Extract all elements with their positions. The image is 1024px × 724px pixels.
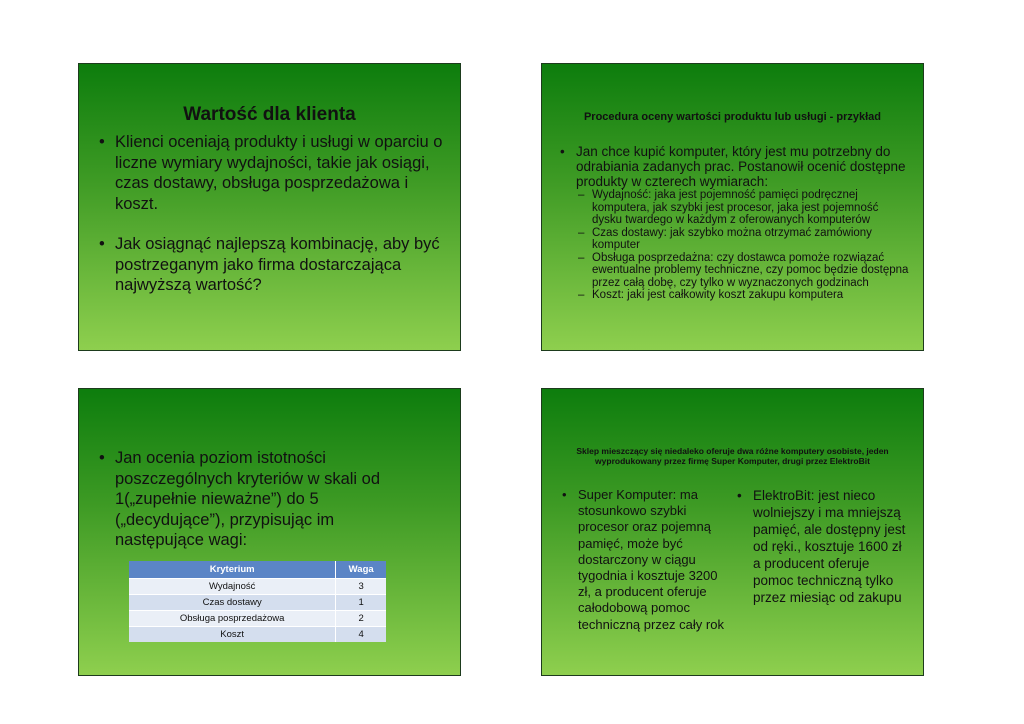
bullet-list <box>560 144 910 302</box>
table-row <box>129 611 386 627</box>
criterion-cell: Wydajność <box>129 579 336 595</box>
sub-bullet-list <box>576 189 910 302</box>
sub-bullet-item: – Koszt: jaki jest całkowity koszt zakupu komputera <box>576 289 910 302</box>
criterion-cell: Obsługa posprzedażowa <box>129 611 336 627</box>
weight-cell: 2 <box>336 611 386 627</box>
table-header-row <box>129 561 386 579</box>
criterion-cell: Czas dostawy <box>129 595 336 611</box>
slide-two-computers <box>541 388 924 676</box>
slide-evaluation-procedure <box>541 63 924 351</box>
slide-value-for-customer <box>78 63 461 351</box>
table-row <box>129 595 386 611</box>
criteria-table <box>129 561 386 642</box>
slide-title: Sklep mieszczący się niedaleko oferuje dwa różne komputery osobiste, jeden wyprodukowany przez firmę Super Komputer, drugi przez ElektroBit <box>576 446 889 466</box>
bullet-item: • Klienci oceniają produkty i usługi w oparciu o liczne wymiary wydajności, takie jak osiągi, czas dostawy, obsługa posprzedażowa i koszt. <box>99 132 451 214</box>
bullet-list-super-komputer <box>562 487 732 633</box>
slide-title: Procedura oceny wartości produktu lub usługi - przykład <box>583 111 882 123</box>
bullet-list <box>99 132 451 296</box>
sub-bullet-item: – Czas dostawy: jak szybko można otrzymać zamówiony komputer <box>576 227 910 252</box>
weight-cell: 4 <box>336 627 386 643</box>
slide-criteria-weights <box>78 388 461 676</box>
bullet-list-elektrobit <box>737 487 907 606</box>
bullet-text: Jan chce kupić komputer, który jest mu potrzebny do odrabiania zadanych prac. Postanowił ocenić dostępne produkty w czterech wymiarach: <box>576 144 906 189</box>
sub-bullet-item: – Obsługa posprzedażna: czy dostawca pomoże rozwiązać ewentualne problemy techniczne, czy pomoc będzie dostępna przez całą dobę, czy tylko w wyznaczonych godzinach <box>576 252 910 290</box>
bullet-item: • ElektroBit: jest nieco wolniejszy i ma mniejszą pamięć, ale dostępny jest od ręki., kosztuje 1600 zł a producent oferuje pomoc techniczną tylko przez miesiąc od zakupu <box>737 487 907 606</box>
criterion-cell: Koszt <box>129 627 336 643</box>
table-row <box>129 627 386 643</box>
sub-bullet-item: – Wydajność: jaka jest pojemność pamięci podręcznej komputera, jak szybki jest procesor, jaka jest pojemność dysku twardego w każdym z oferowanych komputerów <box>576 189 910 227</box>
bullet-item: • Jan ocenia poziom istotności poszczególnych kryteriów w skali od 1(„zupełnie nieważne”) do 5 („decydujące”), przypisując im następujące wagi: <box>99 448 399 551</box>
table-row <box>129 579 386 595</box>
column-header-weight: Waga <box>336 561 386 579</box>
slide-title: Wartość dla klienta <box>183 104 356 125</box>
bullet-list <box>99 448 399 551</box>
column-header-criterion: Kryterium <box>129 561 336 579</box>
bullet-item: • Super Komputer: ma stosunkowo szybki procesor oraz pojemną pamięć, może być dostarczony w ciągu tygodnia i kosztuje 3200 zł, a producent oferuje całodobową pomoc techniczną przez cały rok <box>562 487 732 633</box>
bullet-item: • Jak osiągnąć najlepszą kombinację, aby być postrzeganym jako firma dostarczająca najwyższą wartość? <box>99 234 451 296</box>
weight-cell: 3 <box>336 579 386 595</box>
bullet-item <box>560 144 910 302</box>
weight-cell: 1 <box>336 595 386 611</box>
